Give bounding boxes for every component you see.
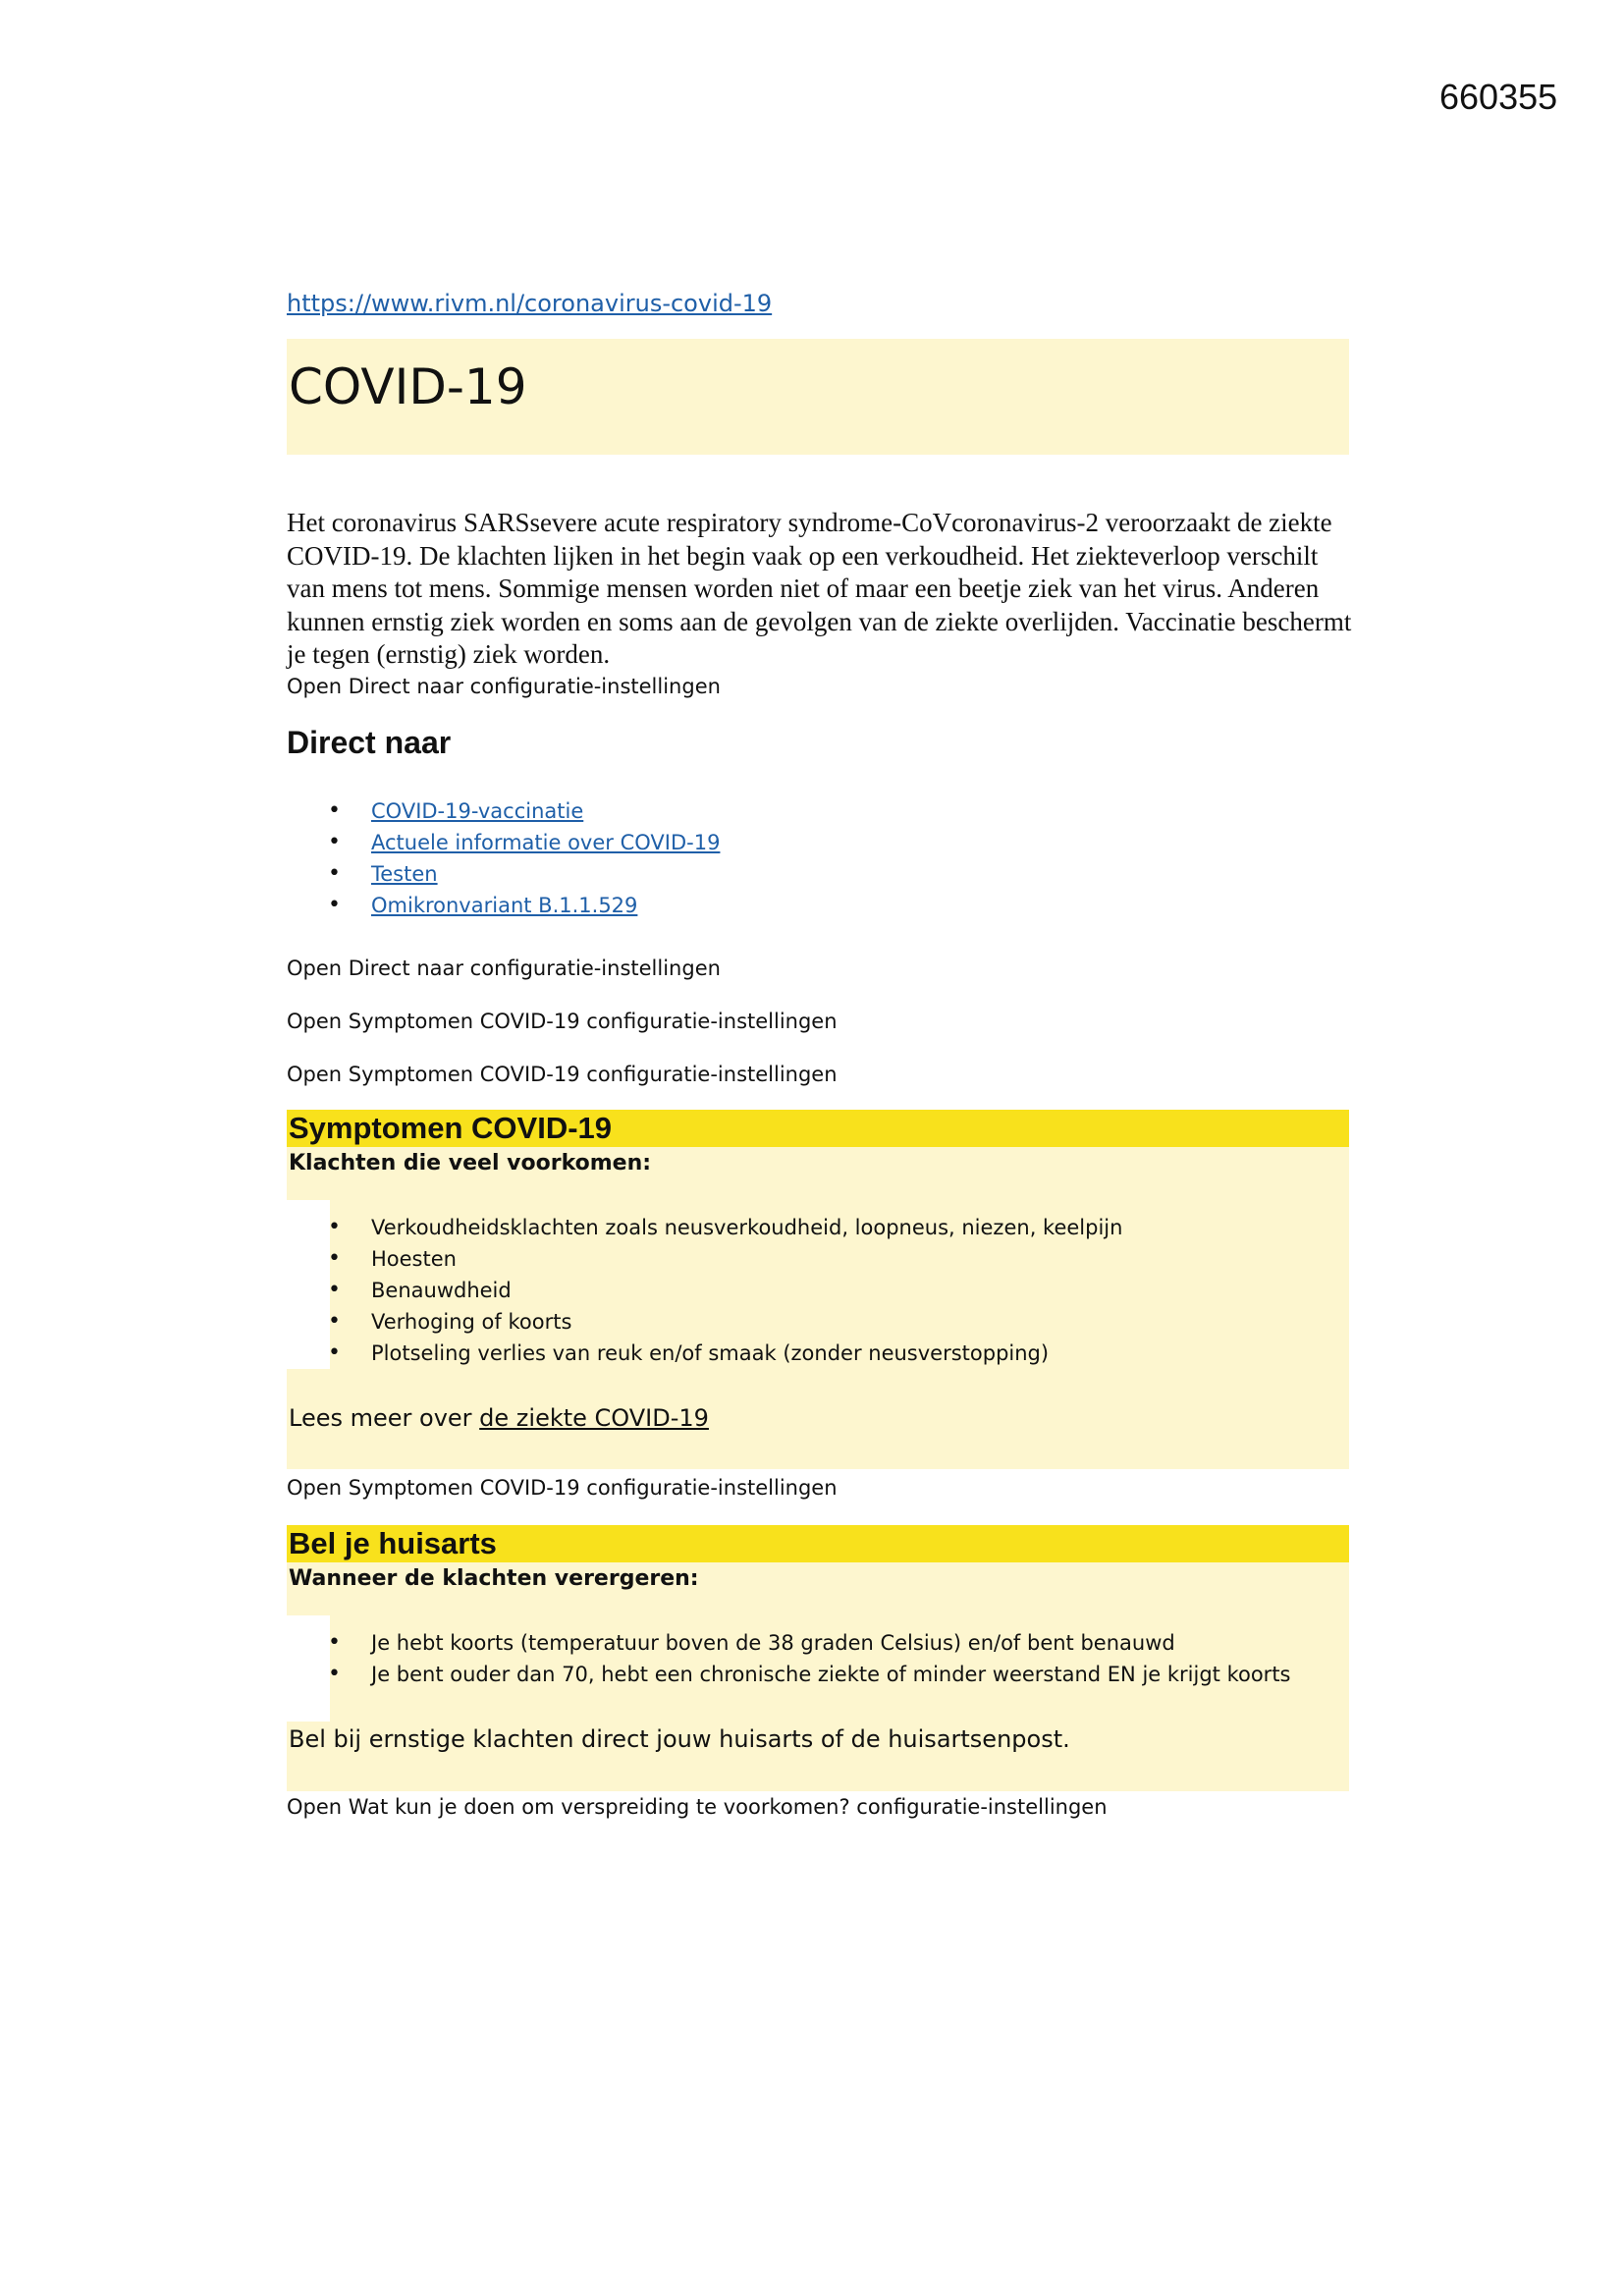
list-item — [287, 827, 720, 858]
symptomen-list — [287, 1212, 1122, 1369]
direct-naar-heading: Direct naar — [287, 725, 452, 760]
direct-naar-list — [287, 795, 720, 921]
page-title: COVID-19 — [289, 358, 527, 415]
lees-meer-text — [289, 1404, 709, 1432]
open-verspreiding-toggle[interactable]: Open Wat kun je doen om verspreiding te voorkomen? configuratie-instellingen — [287, 1795, 1108, 1819]
huisarts-list — [287, 1627, 1291, 1690]
open-direct-naar-toggle-2[interactable]: Open Direct naar configuratie-instellingen — [287, 957, 721, 980]
list-item — [287, 890, 720, 921]
huisarts-section — [287, 1525, 1349, 1791]
list-item: • Benauwdheid — [287, 1275, 1122, 1306]
source-url-link[interactable]: https://www.rivm.nl/coronavirus-covid-19 — [287, 290, 773, 317]
open-direct-naar-toggle[interactable]: Open Direct naar configuratie-instellingen — [287, 675, 721, 698]
list-item — [287, 795, 720, 827]
symptomen-section — [287, 1110, 1349, 1469]
symptomen-subheading: Klachten die veel voorkomen: — [289, 1151, 652, 1175]
huisarts-note: Bel bij ernstige klachten direct jouw huisarts of de huisartsenpost. — [289, 1725, 1070, 1753]
link-omikronvariant[interactable]: Omikronvariant B.1.1.529 — [371, 894, 638, 917]
intro-paragraph: Het coronavirus SARSsevere acute respiratory syndrome-CoVcoronavirus-2 veroorzaakt de ziekte COVID-19. De klachten lijken in het begin vaak op een verkoudheid. Het ziekteverloop verschilt van mens tot mens. Sommige mensen worden niet of maar een beetje ziek van het virus. Anderen kunnen ernstig ziek worden en soms aan de gevolgen van de ziekte overlijden. Vaccinatie beschermt je tegen (ernstig) ziek worden. — [287, 508, 1352, 669]
list-item: • Hoesten — [287, 1243, 1122, 1275]
list-item: • Plotseling verlies van reuk en/of smaak (zonder neusverstopping) — [287, 1338, 1122, 1369]
link-actuele-informatie[interactable]: Actuele informatie over COVID-19 — [371, 831, 721, 854]
huisarts-subheading: Wanneer de klachten verergeren: — [289, 1566, 699, 1591]
link-covid-vaccinatie[interactable]: COVID-19-vaccinatie — [371, 799, 584, 823]
list-item: • Je hebt koorts (temperatuur boven de 38 graden Celsius) en/of bent benauwd — [287, 1627, 1291, 1659]
link-testen[interactable]: Testen — [371, 862, 438, 886]
document-id: 660355 — [1439, 77, 1558, 117]
huisarts-heading: Bel je huisarts — [287, 1525, 1349, 1562]
open-symptomen-toggle-2[interactable]: Open Symptomen COVID-19 configuratie-instellingen — [287, 1063, 838, 1086]
lees-meer-prefix: Lees meer over — [289, 1404, 480, 1432]
open-symptomen-toggle-3[interactable]: Open Symptomen COVID-19 configuratie-instellingen — [287, 1476, 838, 1500]
list-item: • Je bent ouder dan 70, hebt een chronische ziekte of minder weerstand EN je krijgt koorts — [287, 1659, 1291, 1690]
list-item: • Verkoudheidsklachten zoals neusverkoudheid, loopneus, niezen, keelpijn — [287, 1212, 1122, 1243]
symptomen-heading: Symptomen COVID-19 — [287, 1110, 1349, 1147]
open-symptomen-toggle-1[interactable]: Open Symptomen COVID-19 configuratie-instellingen — [287, 1010, 838, 1033]
ziekte-covid-link[interactable]: de ziekte COVID-19 — [479, 1404, 709, 1432]
list-item: • Verhoging of koorts — [287, 1306, 1122, 1338]
title-banner — [287, 339, 1349, 455]
list-item — [287, 858, 720, 890]
